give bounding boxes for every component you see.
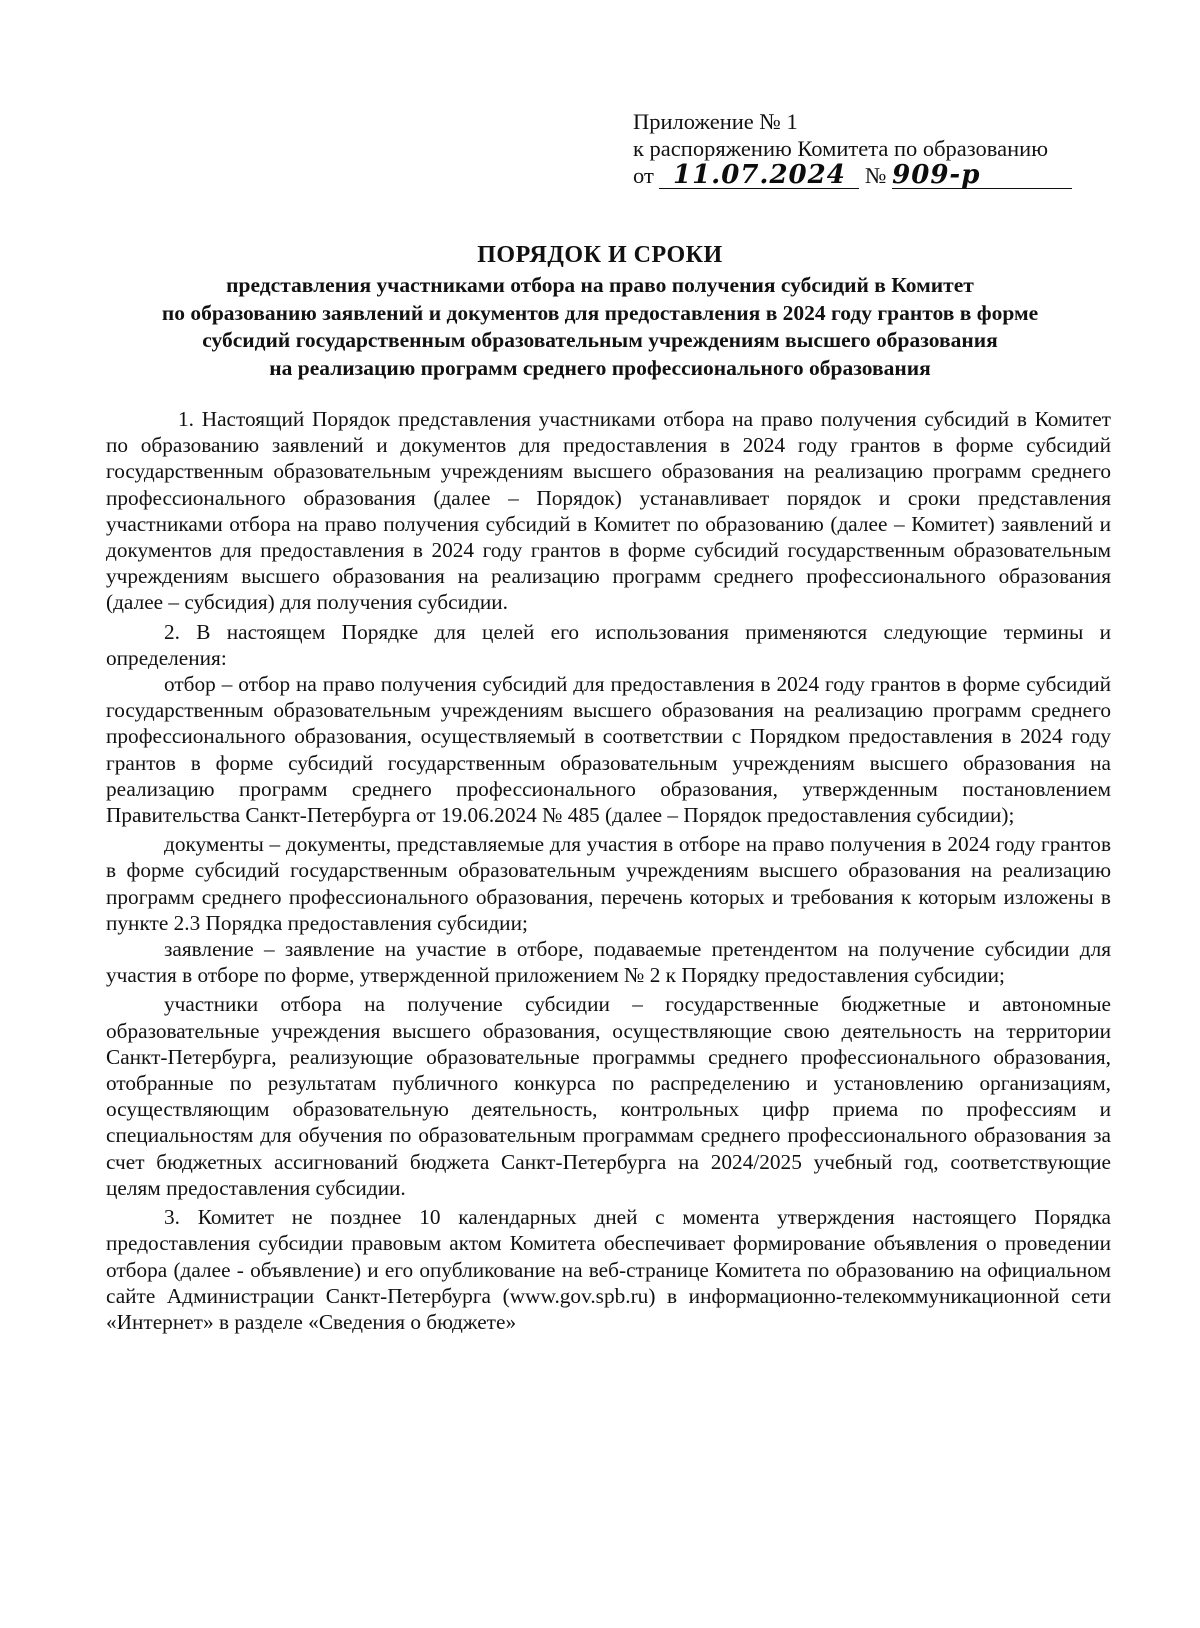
document-subtitle-line: субсидий государственным образовательным учреждениям высшего образования [202,328,998,352]
document-body [106,406,1111,1338]
document-title: ПОРЯДОК И СРОКИ [477,242,723,268]
document-subtitle-line: по образованию заявлений и документов для предоставления в 2024 году грантов в форме [161,300,1039,325]
date-field [659,160,859,190]
paragraph-1: 1. Настоящий Порядок представления участниками отбора на право получения субсидий в Комитет по образованию заявлений и документов для предоставления в 2024 году грантов в форме субсидий государственным образовательным учреждениям высшего образования на реализацию программ среднего профессионального образования (далее – Порядок) устанавливает порядок и сроки представления участниками отбора на право получения субсидий в Комитет по образованию (далее – Комитет) заявлений и документов для предоставления в 2024 году грантов в форме субсидий государственным образовательным учреждениям высшего образования на реализацию программ среднего профессионального образования (далее – субсидия) для получения субсидии. [106,407,1111,615]
handwritten-date: 11.07.2024 [673,160,846,190]
appendix-title: Приложение № 1 [633,109,798,134]
definition-participants: участники отбора на получение субсидии – государственные бюджетные и автономные образовательные учреждения высшего образования, осуществляющие свою деятельность на территории Санкт-Петербурга, реализующие образовательные программы среднего профессионального образования, отобранные по результатам публичного конкурса по распределению и установлению организациям, осуществляющим образовательную деятельность, контрольных цифр приема по профессиям и специальностям для обучения по образовательным программам среднего профессионального образования за счет бюджетных ассигнований бюджета Санкт-Петербурга на 2024/2025 учебный год, соответствующие целям предоставления субсидии. [106,992,1111,1200]
paragraph-2: 2. В настоящем Порядке для целей его использования применяются следующие термины и определения: [106,619,1111,670]
document-subtitle-line: представления участниками отбора на право получения субсидий в Комитет [226,273,974,297]
appendix-header [633,108,1103,189]
definition-documents: документы – документы, представляемые для участия в отборе на право получения в 2024 году грантов в форме субсидий государственным образовательным учреждениям высшего образования на реализацию программ среднего профессионального образования, перечень которых и требования к которым изложены в пункте 2.3 Порядка предоставления субсидии; [106,832,1111,935]
document-subtitle-line: на реализацию программ среднего профессионального образования [269,355,931,380]
paragraph-3: 3. Комитет не позднее 10 календарных дней с момента утверждения настоящего Порядка предоставления субсидии правовым актом Комитета обеспечивает формирование объявления о проведении отбора (далее - объявление) и его опубликование на веб-странице Комитета по образованию на официальном сайте Администрации Санкт-Петербурга (www.gov.spb.ru) в информационно-телекоммуникационной сети «Интернет» в разделе «Сведения о бюджете» [106,1205,1111,1334]
definition-application: заявление – заявление на участие в отборе, подаваемые претендентом на получение субсидии для участия в отборе по форме, утвержденной приложением № 2 к Порядку предоставления субсидии; [106,937,1111,988]
handwritten-number: 909-р [892,160,981,190]
appendix-reference: к распоряжению Комитета по образованию [633,136,1049,161]
number-prefix: № [865,163,887,188]
number-field [892,160,1072,190]
date-prefix: от [633,163,654,188]
document-title-block [100,238,1100,382]
appendix-date-line [633,162,1103,189]
definition-selection: отбор – отбор на право получения субсидий для предоставления в 2024 году грантов в форме субсидий государственным образовательным учреждениям высшего образования на реализацию программ среднего профессионального образования, осуществляемый в соответствии с Порядком предоставления в 2024 году грантов в форме субсидий государственным образовательным учреждениям высшего образования на реализацию программ среднего профессионального образования, утвержденным постановлением Правительства Санкт-Петербурга от 19.06.2024 № 485 (далее – Порядок предоставления субсидии); [106,672,1111,828]
